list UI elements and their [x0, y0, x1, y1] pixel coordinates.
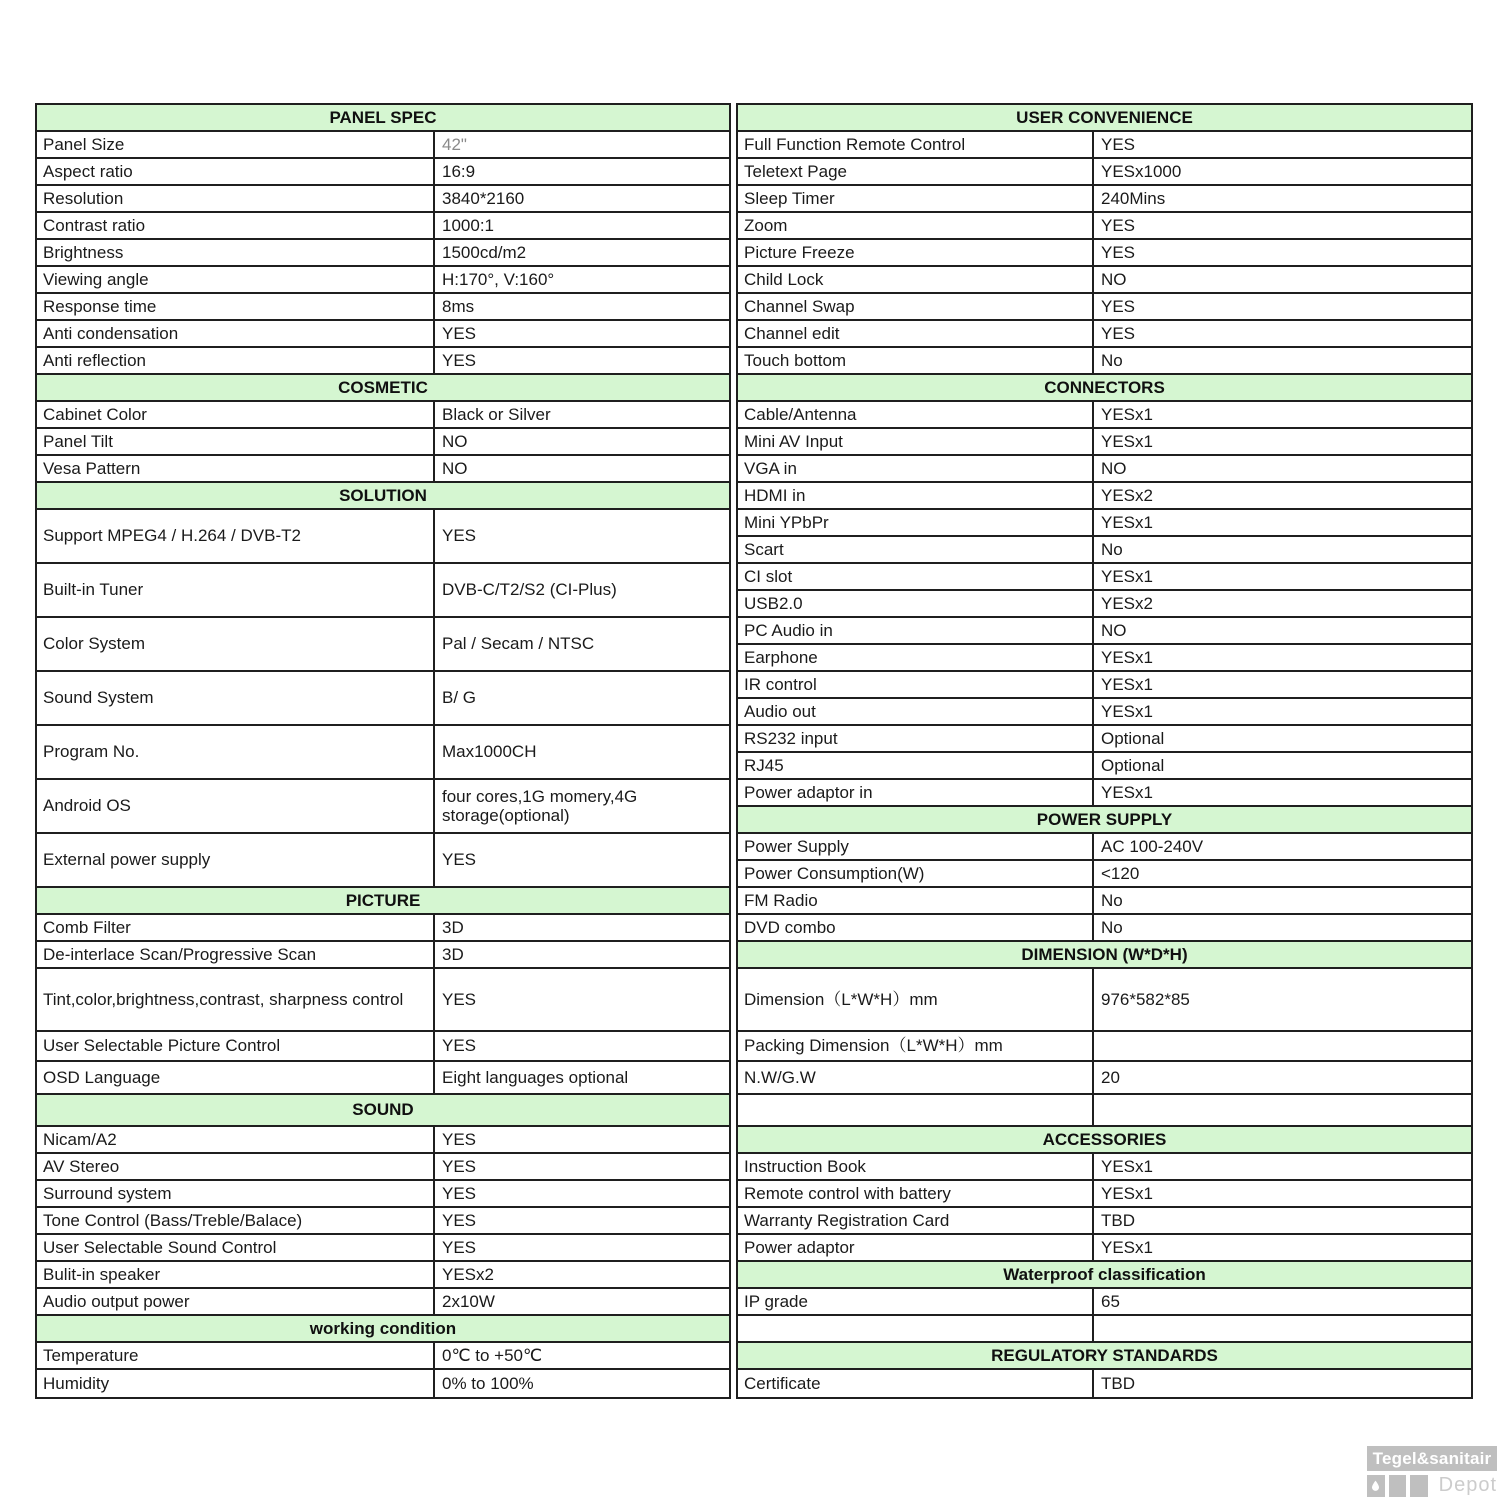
spec-row	[738, 1154, 1471, 1181]
section-header	[738, 105, 1471, 132]
section-title: DIMENSION (W*D*H)	[1021, 944, 1188, 964]
spec-label: VGA in	[738, 456, 1094, 481]
spec-label: Anti condensation	[37, 321, 435, 346]
spec-row	[37, 672, 729, 726]
section-header	[738, 807, 1471, 834]
spec-row	[738, 1095, 1471, 1127]
spec-value: YES	[442, 1210, 477, 1230]
spec-value: 3D	[442, 944, 464, 964]
spec-row	[738, 726, 1471, 753]
spec-value: YESx1000	[1101, 161, 1182, 181]
spec-row	[738, 348, 1471, 375]
spec-label: OSD Language	[37, 1062, 435, 1093]
spec-row	[37, 1154, 729, 1181]
section-header	[738, 1262, 1471, 1289]
spec-label: Sound System	[37, 672, 435, 724]
spec-label: Tone Control (Bass/Treble/Balace)	[37, 1208, 435, 1233]
section-title: working condition	[309, 1318, 457, 1338]
spec-value: YESx1	[1101, 782, 1153, 802]
section-title: SOLUTION	[339, 485, 427, 505]
spec-label: IR control	[738, 672, 1094, 697]
spec-label: Color System	[37, 618, 435, 670]
spec-value: YES	[442, 323, 477, 343]
spec-label: Viewing angle	[37, 267, 435, 292]
spec-value: YESx1	[1101, 1183, 1153, 1203]
spec-label: Sleep Timer	[738, 186, 1094, 211]
spec-row	[37, 348, 729, 375]
watermark-footer	[1367, 1474, 1497, 1497]
spec-value: Max1000CH	[442, 742, 537, 762]
spec-row	[738, 510, 1471, 537]
spec-row	[738, 483, 1471, 510]
spec-label: IP grade	[738, 1289, 1094, 1314]
spec-row	[37, 1181, 729, 1208]
spec-value: YESx1	[1101, 647, 1153, 667]
spec-row	[37, 321, 729, 348]
spec-label: Channel Swap	[738, 294, 1094, 319]
spec-label: Audio out	[738, 699, 1094, 724]
spec-label: Surround system	[37, 1181, 435, 1206]
spec-row	[738, 672, 1471, 699]
section-title: CONNECTORS	[1044, 377, 1165, 397]
spec-label: Anti reflection	[37, 348, 435, 373]
spec-value: 1500cd/m2	[442, 242, 527, 262]
spec-row	[738, 915, 1471, 942]
spec-label: Teletext Page	[738, 159, 1094, 184]
spec-value: No	[1101, 917, 1123, 937]
product-spec-sheet	[35, 103, 1473, 1399]
spec-row	[738, 834, 1471, 861]
watermark-tile	[1389, 1475, 1407, 1497]
spec-row	[37, 1032, 729, 1062]
spec-value: YES	[1101, 134, 1136, 154]
spec-label: Remote control with battery	[738, 1181, 1094, 1206]
section-title: PANEL SPEC	[329, 107, 437, 127]
spec-row	[37, 213, 729, 240]
spec-row	[738, 1235, 1471, 1262]
spec-row	[738, 1062, 1471, 1095]
spec-value: No	[1101, 890, 1123, 910]
spec-row	[37, 429, 729, 456]
spec-row	[738, 564, 1471, 591]
spec-row	[37, 159, 729, 186]
spec-value: YES	[1101, 323, 1136, 343]
spec-label: Picture Freeze	[738, 240, 1094, 265]
spec-value: 20	[1101, 1067, 1120, 1087]
spec-row	[37, 1262, 729, 1289]
spec-value: 8ms	[442, 296, 475, 316]
section-title: PICTURE	[345, 890, 421, 910]
spec-row	[37, 1235, 729, 1262]
spec-label: Humidity	[37, 1370, 435, 1397]
spec-row	[738, 213, 1471, 240]
spec-row	[37, 132, 729, 159]
spec-label: Child Lock	[738, 267, 1094, 292]
spec-row	[738, 537, 1471, 564]
watermark	[1367, 1446, 1497, 1497]
spec-value: YES	[1101, 242, 1136, 262]
spec-row	[37, 240, 729, 267]
spec-label: Support MPEG4 / H.264 / DVB-T2	[37, 510, 435, 562]
spec-value: 2x10W	[442, 1291, 495, 1311]
spec-row	[37, 564, 729, 618]
section-header	[37, 1095, 729, 1127]
spec-value: YES	[442, 1183, 477, 1203]
spec-label: Resolution	[37, 186, 435, 211]
spec-label	[738, 1095, 1094, 1125]
spec-label: Nicam/A2	[37, 1127, 435, 1152]
spec-value: four cores,1G momery,4G storage(optional)	[442, 786, 638, 825]
spec-row	[738, 618, 1471, 645]
spec-label: User Selectable Picture Control	[37, 1032, 435, 1060]
spec-label: HDMI in	[738, 483, 1094, 508]
spec-label: Bulit-in speaker	[37, 1262, 435, 1287]
spec-row	[37, 294, 729, 321]
spec-value: 240Mins	[1101, 188, 1166, 208]
spec-row	[738, 888, 1471, 915]
section-header	[37, 105, 729, 132]
spec-label: Zoom	[738, 213, 1094, 238]
section-header	[738, 942, 1471, 969]
spec-row	[738, 321, 1471, 348]
spec-label: Cable/Antenna	[738, 402, 1094, 427]
spec-label: Scart	[738, 537, 1094, 562]
spec-label: Brightness	[37, 240, 435, 265]
spec-row	[37, 267, 729, 294]
spec-value: 42"	[442, 134, 467, 154]
spec-label: PC Audio in	[738, 618, 1094, 643]
spec-label: RJ45	[738, 753, 1094, 778]
spec-value: Optional	[1101, 755, 1165, 775]
spec-value: YES	[442, 850, 477, 870]
spec-row	[738, 645, 1471, 672]
spec-value: NO	[442, 458, 468, 478]
spec-label: DVD combo	[738, 915, 1094, 940]
spec-value: No	[1101, 350, 1123, 370]
spec-row	[738, 1181, 1471, 1208]
spec-value: B/ G	[442, 688, 477, 708]
section-title: USER CONVENIENCE	[1016, 107, 1193, 127]
spec-row	[37, 456, 729, 483]
section-title: Waterproof classification	[1003, 1264, 1206, 1284]
spec-value: YES	[442, 1129, 477, 1149]
spec-row	[738, 699, 1471, 726]
spec-value: Black or Silver	[442, 404, 551, 424]
spec-value: 16:9	[442, 161, 476, 181]
spec-row	[37, 510, 729, 564]
spec-row	[37, 1370, 729, 1397]
spec-label: Program No.	[37, 726, 435, 778]
spec-label: Touch bottom	[738, 348, 1094, 373]
spec-value: H:170°, V:160°	[442, 269, 555, 289]
spec-label: Cabinet Color	[37, 402, 435, 427]
section-header	[37, 375, 729, 402]
spec-row	[738, 861, 1471, 888]
spec-value: Pal / Secam / NTSC	[442, 634, 595, 654]
spec-label: Panel Tilt	[37, 429, 435, 454]
spec-label: Channel edit	[738, 321, 1094, 346]
section-title: SOUND	[352, 1100, 414, 1119]
spec-value: 976*582*85	[1101, 989, 1190, 1009]
section-title: COSMETIC	[338, 377, 428, 397]
spec-label: Certificate	[738, 1370, 1094, 1397]
spec-label: Panel Size	[37, 132, 435, 157]
spec-label: Android OS	[37, 780, 435, 832]
spec-row	[37, 1208, 729, 1235]
spec-label	[738, 1316, 1094, 1341]
spec-value: YESx1	[1101, 674, 1153, 694]
spec-label: Power Supply	[738, 834, 1094, 859]
spec-row	[738, 186, 1471, 213]
spec-value: TBD	[1101, 1210, 1135, 1230]
spec-value: AC 100-240V	[1101, 836, 1204, 856]
spec-label: Full Function Remote Control	[738, 132, 1094, 157]
spec-row	[37, 915, 729, 942]
spec-row	[738, 294, 1471, 321]
spec-label: Comb Filter	[37, 915, 435, 940]
spec-row	[37, 618, 729, 672]
spec-value: 3840*2160	[442, 188, 525, 208]
spec-label: External power supply	[37, 834, 435, 886]
spec-value: YES	[442, 1237, 477, 1257]
spec-value: 65	[1101, 1291, 1120, 1311]
section-title: REGULATORY STANDARDS	[991, 1345, 1218, 1365]
spec-value: YES	[442, 526, 477, 546]
spec-value: YES	[442, 1036, 477, 1056]
spec-label: Aspect ratio	[37, 159, 435, 184]
spec-label: Dimension（L*W*H）mm	[738, 969, 1094, 1030]
section-header	[37, 888, 729, 915]
spec-row	[738, 1289, 1471, 1316]
spec-row	[738, 969, 1471, 1032]
spec-value: YES	[1101, 296, 1136, 316]
spec-value: 1000:1	[442, 215, 494, 235]
spec-label: De-interlace Scan/Progressive Scan	[37, 942, 435, 967]
spec-value: Eight languages optional	[442, 1067, 629, 1087]
spec-label: FM Radio	[738, 888, 1094, 913]
spec-label: RS232 input	[738, 726, 1094, 751]
spec-value: YESx1	[1101, 566, 1153, 586]
spec-value: DVB-C/T2/S2 (CI-Plus)	[442, 580, 617, 600]
spec-row	[738, 429, 1471, 456]
spec-row	[37, 1062, 729, 1095]
spec-value: YES	[442, 350, 477, 370]
spec-value: TBD	[1101, 1373, 1135, 1393]
spec-value: YES	[442, 989, 477, 1009]
spec-label: Built-in Tuner	[37, 564, 435, 616]
section-title: ACCESSORIES	[1042, 1129, 1167, 1149]
spec-row	[738, 591, 1471, 618]
spec-label: User Selectable Sound Control	[37, 1235, 435, 1260]
spec-value: Optional	[1101, 728, 1165, 748]
watermark-sub: Depot	[1438, 1474, 1498, 1496]
spec-table-right	[736, 103, 1473, 1399]
spec-label: USB2.0	[738, 591, 1094, 616]
spec-row	[738, 240, 1471, 267]
spec-row	[37, 969, 729, 1032]
spec-label: Contrast ratio	[37, 213, 435, 238]
spec-value: YESx1	[1101, 431, 1153, 451]
spec-value: YESx1	[1101, 701, 1153, 721]
spec-row	[738, 267, 1471, 294]
spec-value: YESx2	[1101, 485, 1153, 505]
spec-row	[738, 1032, 1471, 1062]
spec-row	[738, 402, 1471, 429]
spec-row	[738, 1370, 1471, 1397]
spec-label: Instruction Book	[738, 1154, 1094, 1179]
droplet-icon	[1367, 1475, 1385, 1497]
spec-value: 0% to 100%	[442, 1373, 534, 1393]
spec-label: Packing Dimension（L*W*H）mm	[738, 1032, 1094, 1060]
section-title: POWER SUPPLY	[1036, 809, 1173, 829]
spec-label: N.W/G.W	[738, 1062, 1094, 1093]
spec-row	[738, 1208, 1471, 1235]
spec-label: Mini YPbPr	[738, 510, 1094, 535]
spec-label: AV Stereo	[37, 1154, 435, 1179]
spec-label: Temperature	[37, 1343, 435, 1368]
spec-value: NO	[442, 431, 468, 451]
spec-value: No	[1101, 539, 1123, 559]
spec-value	[1094, 1095, 1471, 1125]
spec-row	[37, 186, 729, 213]
spec-value: YESx1	[1101, 1237, 1153, 1257]
spec-value: YESx2	[442, 1264, 494, 1284]
spec-row	[738, 159, 1471, 186]
spec-value: NO	[1101, 458, 1127, 478]
spec-value: YESx1	[1101, 1156, 1153, 1176]
spec-row	[37, 402, 729, 429]
spec-row	[37, 726, 729, 780]
spec-label: CI slot	[738, 564, 1094, 589]
section-header	[37, 1316, 729, 1343]
spec-label: Tint,color,brightness,contrast, sharpness control	[37, 969, 435, 1030]
spec-row	[37, 834, 729, 888]
spec-label: Vesa Pattern	[37, 456, 435, 481]
spec-label: Mini AV Input	[738, 429, 1094, 454]
spec-row	[738, 132, 1471, 159]
spec-value: 3D	[442, 917, 464, 937]
section-header	[738, 1127, 1471, 1154]
spec-row	[37, 942, 729, 969]
section-header	[738, 1343, 1471, 1370]
spec-row	[37, 1343, 729, 1370]
spec-value: <120	[1101, 863, 1140, 883]
spec-label: Response time	[37, 294, 435, 319]
spec-row	[738, 780, 1471, 807]
spec-label: Audio output power	[37, 1289, 435, 1314]
spec-row	[738, 456, 1471, 483]
spec-label: Earphone	[738, 645, 1094, 670]
spec-value: NO	[1101, 269, 1127, 289]
spec-row	[37, 780, 729, 834]
spec-value: YES	[1101, 215, 1136, 235]
spec-value	[1094, 1032, 1471, 1060]
spec-label: Power adaptor	[738, 1235, 1094, 1260]
spec-value: YES	[442, 1156, 477, 1176]
spec-value	[1094, 1316, 1471, 1341]
spec-row	[738, 1316, 1471, 1343]
spec-label: Warranty Registration Card	[738, 1208, 1094, 1233]
watermark-brand: Tegel&sanitair	[1367, 1446, 1497, 1471]
spec-row	[37, 1289, 729, 1316]
spec-label: Power Consumption(W)	[738, 861, 1094, 886]
spec-label: Power adaptor in	[738, 780, 1094, 805]
spec-value: NO	[1101, 620, 1127, 640]
spec-row	[37, 1127, 729, 1154]
spec-row	[738, 753, 1471, 780]
spec-value: YESx2	[1101, 593, 1153, 613]
spec-value: 0℃ to +50℃	[442, 1345, 543, 1365]
spec-value: YESx1	[1101, 512, 1153, 532]
watermark-tile	[1410, 1475, 1428, 1497]
spec-table-left	[35, 103, 731, 1399]
section-header	[37, 483, 729, 510]
spec-value: YESx1	[1101, 404, 1153, 424]
section-header	[738, 375, 1471, 402]
